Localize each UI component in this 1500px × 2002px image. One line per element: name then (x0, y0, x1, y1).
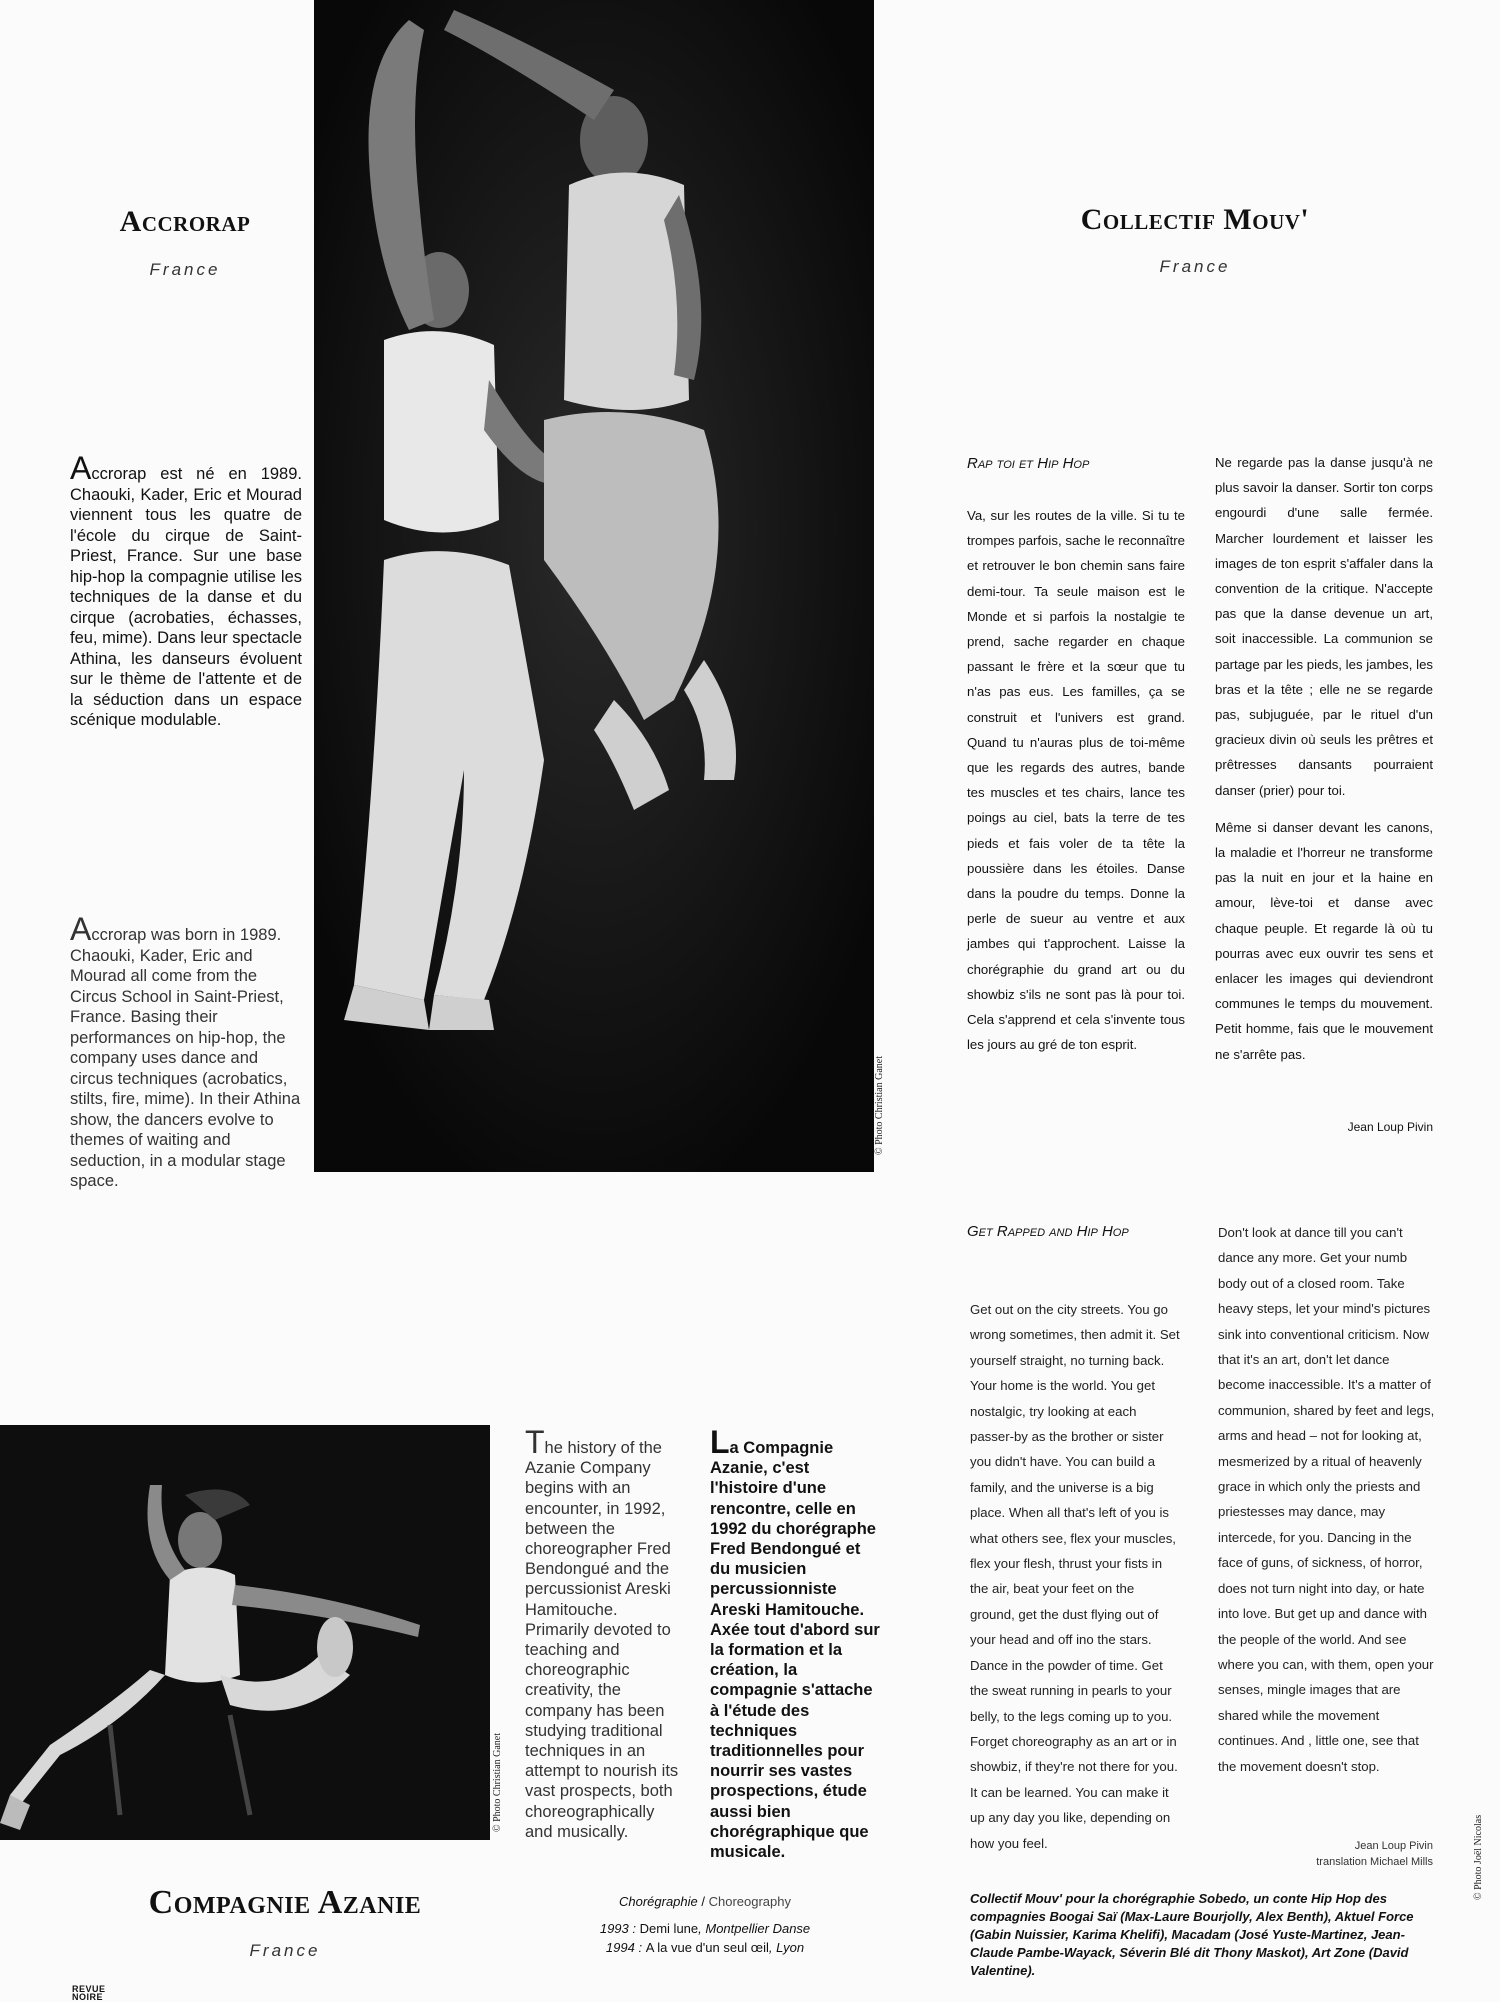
photo-credit-azanie: © Photo Christian Ganet (492, 1733, 503, 1832)
azanie-text-en: The history of the Azanie Company begins with an encounter, in 1992, between the choreographer Fred Bendongué and the percussionist Areski Hamitouche. Primarily devoted to teaching and choreographic creativity, the company has been studying traditional techniques in an attempt to nourish its vast prospects, both choreographically and musically. (525, 1424, 679, 1841)
collectif-en-col2-text: Don't look at dance till you can't dance any more. Get your numb body out of a closed room. Take heavy steps, let your mind's pictures sink into conventional criticism. Now that it's an art, don't let dance become inaccessible. It's a matter of communion, shared by feet and legs, arms and head – not for looking at, mesmerized by a ritual of heavenly grace in which only the priests and priestesses may dance, may intercede, for you. Dancing in the face of guns, of sickness, of horror, does not turn night into day, or hate into love. But get up and dance with the people of the world. And see where you can, with them, open your senses, mingle images that are shared while the movement continues. And , little one, see that the movement doesn't stop. (1218, 1225, 1435, 1774)
logo-line1: REVUE (72, 1984, 106, 1994)
revue-noire-logo (72, 1985, 106, 2001)
collectif-en-col1-text: Get out on the city streets. You go wrong sometimes, then admit it. Set yourself straight, no turning back. Your home is the world. You get nostalgic, try looking at each passer-by as the brother or sister you didn't have. You can build a family, and the universe is a big place. When all that's left of you is what others see, flex your muscles, flex your flesh, thrust your fists in the air, beat your feet on the ground, get the dust flying out of your head and off ino the stars. Dance in the powder of time. Get the sweat running in pearls to your belly, to the legs coming up to you. Forget choreography as an art or in showbiz, if they're not there for you. It can be learned. You can make it up any day you like, depending on how you feel. (970, 1302, 1180, 1851)
collectif-en-signature-block (1215, 1838, 1433, 1870)
azanie-dancer-illustration (0, 1425, 490, 1840)
choreography-heading (540, 1892, 870, 1911)
dancers-illustration (314, 0, 874, 1172)
work-title: A la vue d'un seul œil (645, 1940, 769, 1955)
collectif-fr-col2-p2: Même si danser devant les canons, la maladie et l'horreur ne transforme pas la nuit en jour et la haine en amour, lève-toi et danse avec chaque peuple. Et regarde là où tu pourras avec eux ouvrir tes sens et enlacer les images qui deviendront communes le temps du mouvement. Petit homme, fais que le mouvement ne s'arrête pas. (1215, 819, 1433, 1062)
azanie-country: France (249, 1941, 321, 1960)
work-place: Lyon (776, 1940, 805, 1955)
collectif-title: Collectif Mouv' (1080, 203, 1310, 236)
photo-credit-main: © Photo Christian Ganet (874, 1056, 885, 1155)
collectif-en-heading: Get Rapped and Hip Hop (967, 1223, 1129, 1240)
work-comma: , (768, 1940, 777, 1955)
work-title: Demi lune (639, 1921, 699, 1936)
work-sep: : (628, 1921, 640, 1936)
azanie-text-fr: La Compagnie Azanie, c'est l'histoire d'une rencontre, celle en 1992 du chorégraphe Fred Bendongué et du musicien percussionniste Areski Hamitouche. Axée tout d'abord sur la formation et la création, la compagnie s'attache à l'étude des techniques traditionnelles pour nourrir ses vastes prospections, étude aussi bien chorégraphique que musicale. (710, 1424, 880, 1862)
azanie-title: Compagnie Azanie (148, 1884, 422, 1921)
collectif-en-translation: translation Michael Mills (1316, 1856, 1433, 1868)
accrorap-title: Accrorap (119, 205, 251, 238)
work-year: 1994 (605, 1940, 635, 1955)
collectif-en-col2 (1218, 1220, 1436, 1779)
work-place: Montpellier Danse (705, 1921, 811, 1936)
collectif-country: France (1159, 257, 1231, 276)
azanie-photo (0, 1425, 490, 1840)
collectif-fr-col2-p1: Ne regarde pas la danse jusqu'à ne plus savoir la danser. Sortir ton corps engourdi d'une salle fermée. Marcher lourdement et laisser les images de ton esprit s'affaler dans la convention de la critique. N'accepte pas que la danse devenue un art, soit inaccessible. La communion se partage par les pieds, les jambes, les bras et la tête ; elle ne se regarde pas, subjuguée, par le rituel d'un gracieux divin où seuls les prêtres et prêtresses dansants pourraient danser (prier) pour toi. (1215, 455, 1433, 798)
collectif-fr-col1 (967, 503, 1185, 1057)
work-sep: : (634, 1940, 646, 1955)
accrorap-text-en: Accrorap was born in 1989. Chaouki, Kader, Eric and Mourad all come from the Circus School in Saint-Priest, France. Basing their performances on hip-hop, the company uses dance and circus techniques (acrobatics, stilts, fire, mime). In their Athina show, the dancers evolve to themes of waiting and seduction, in a modular stage space. (70, 911, 301, 1190)
collectif-fr-col2 (1215, 450, 1433, 1067)
work-item (540, 1938, 870, 1957)
dancers-photo (314, 0, 874, 1172)
logo-line2: NOIRE (72, 1992, 104, 2002)
collectif-fr-heading: Rap toi et Hip Hop (967, 455, 1090, 472)
work-year: 1993 (599, 1921, 629, 1936)
work-item (540, 1919, 870, 1938)
photo-credit-collectif: © Photo Joël Nicolas (1473, 1814, 1484, 1900)
collectif-caption: Collectif Mouv' pour la chorégraphie Sobedo, un conte Hip Hop des compagnies Boogai Saï (Max-Laure Bourjolly, Alex Benth), Aktuel Force (Gabin Nuissier, Karima Khelifi), Macadam (José Yuste-Martinez, Jean-Claude Pambe-Wayack, Séverin Blé dit Thony Maskot), Art Zone (David Valentine). (970, 1891, 1414, 1978)
choreography-label-fr: Chorégraphie (618, 1894, 698, 1909)
azanie-choreography (540, 1892, 870, 1957)
choreography-label-en: Choreography (708, 1894, 791, 1909)
accrorap-country: France (149, 260, 221, 279)
work-comma: , (698, 1921, 706, 1936)
accrorap-text-fr: Accrorap est né en 1989. Chaouki, Kader, Eric et Mourad viennent tous les quatre de l'école du cirque de Saint-Priest, France. Sur une base hip-hop la compagnie utilise les techniques de la danse et du cirque (acrobaties, échasses, feu, mime). Dans leur spectacle Athina, les danseurs évoluent sur le thème de l'attente et de la séduction dans un espace scénique modulable. (70, 450, 303, 729)
collectif-fr-signature: Jean Loup Pivin (1347, 1120, 1433, 1134)
collectif-en-col1 (970, 1297, 1182, 1856)
collectif-en-signature: Jean Loup Pivin (1354, 1840, 1433, 1852)
choreography-separator: / (697, 1894, 709, 1909)
collectif-fr-col1-text: Va, sur les routes de la ville. Si tu te trompes parfois, sache le reconnaître et retrouver le bon chemin sans faire demi-tour. Ta seule maison est le Monde et si parfois la nostalgie te prend, sache regarder en chaque passant le frère et la sœur que tu n'as pas eus. Les familles, ça se construit et l'univers est grand. Quand tu n'auras plus de toi-même que les regards des autres, bande tes muscles et tes chairs, lance tes poings au ciel, bats la terre de tes pieds et fais voler de ta tête la poussière dans les étoiles. Danse dans la poudre du temps. Donne la perle de sueur au ventre et aux jambes qui t'approchent. Laisse la chorégraphie du grand art ou du showbiz s'ils ne sont pas là pour toi. Cela s'apprend et cela s'invente tous les jours au gré de ton esprit. (967, 508, 1185, 1053)
